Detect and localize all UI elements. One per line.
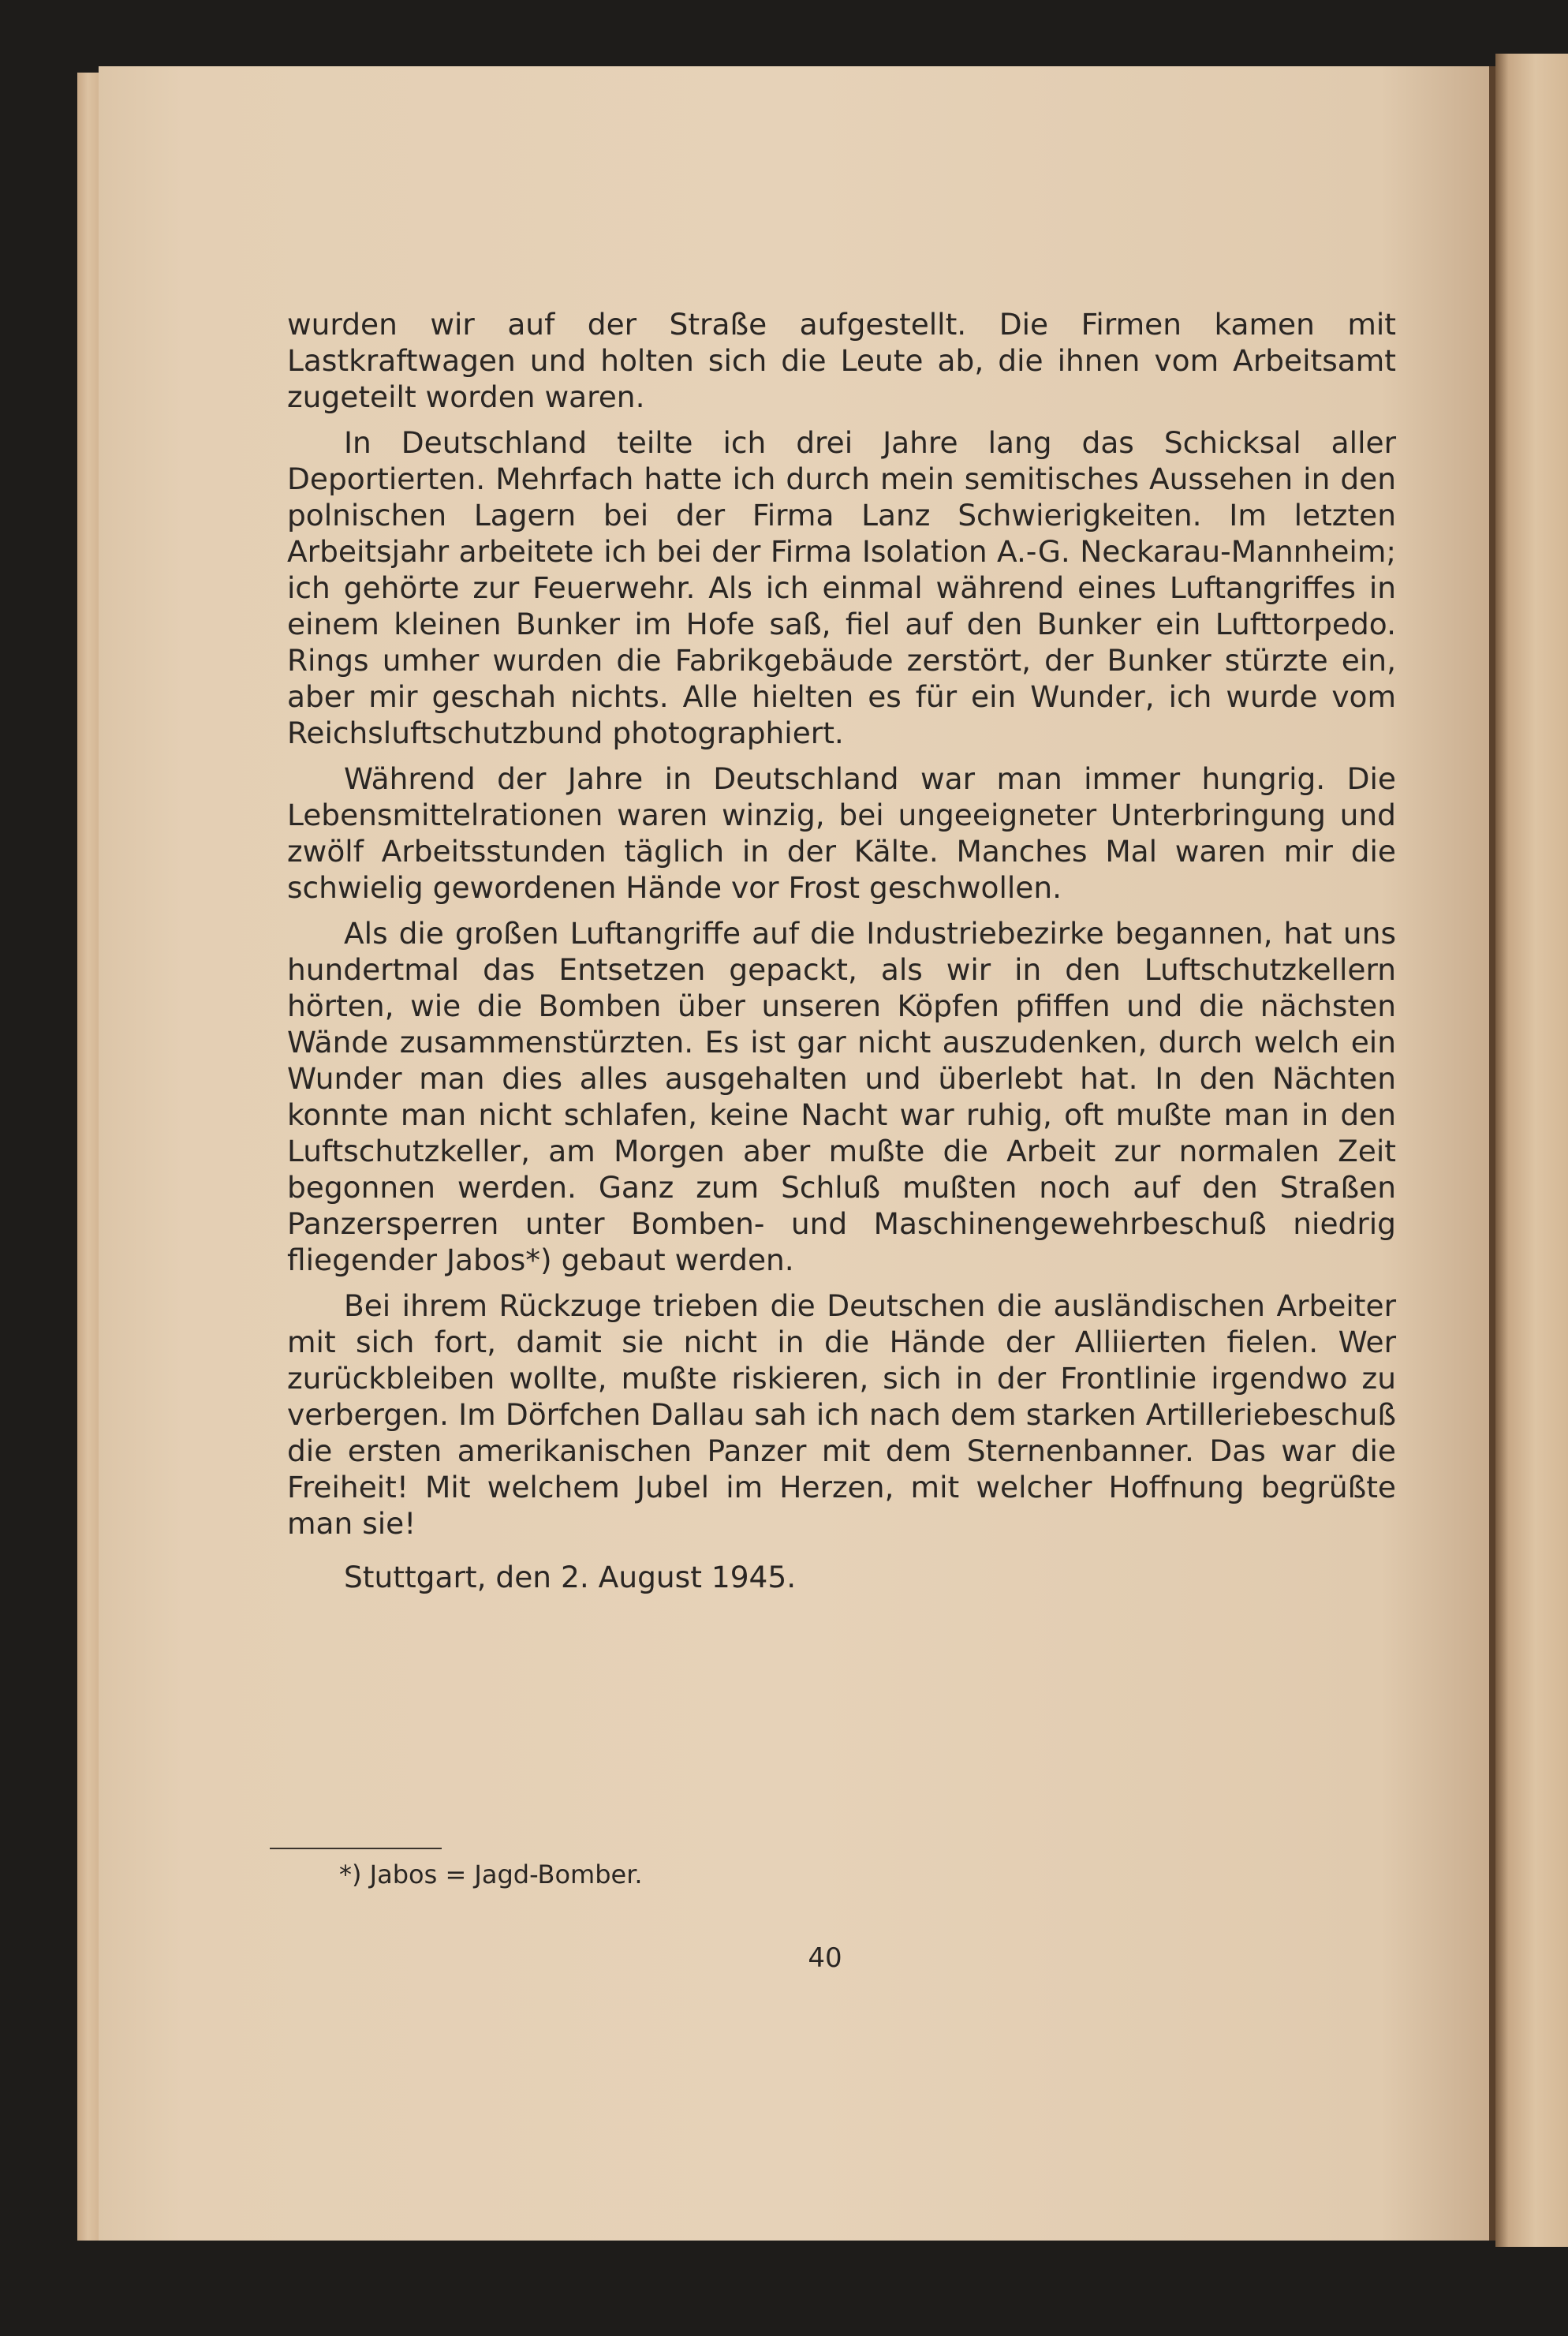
place-date-signoff: Stuttgart, den 2. August 1945.: [344, 1560, 797, 1594]
paragraph: Bei ihrem Rückzuge trieben die Deutschen die ausländischen Arbeiter mit sich fort, damit sie nicht in die Hände der Alliierten fielen. Wer zurückbleiben wollte, mußte riskieren, sich in der Frontlinie irgendwo zu verbergen. Im Dörfchen Dallau sah ich nach dem starken Artilleriebeschuß die ersten amerikanischen Panzer mit dem Sternenbanner. Das war die Freiheit! Mit welchem Jubel im Herzen, mit welcher Hoffnung begrüßte man sie!: [287, 1288, 1396, 1541]
body-text: [287, 306, 1396, 1595]
footnote-rule: [270, 1848, 442, 1849]
footnote: *) Jabos = Jagd-Bomber.: [339, 1859, 643, 1889]
page-number: 40: [808, 1942, 842, 1974]
paragraph: wurden wir auf der Straße aufgestellt. Die Firmen kamen mit Lastkraftwagen und holten sich die Leute ab, die ihnen vom Arbeitsamt zugeteilt worden waren.: [287, 307, 1396, 414]
paragraph: Während der Jahre in Deutschland war man immer hungrig. Die Lebensmittelrationen waren winzig, bei ungeeigneter Unterbringung und zwölf Arbeitsstunden täglich in der Kälte. Manches Mal waren mir die schwielig gewordenen Hände vor Frost geschwollen.: [287, 761, 1396, 905]
paragraph: In Deutschland teilte ich drei Jahre lang das Schicksal aller Deportierten. Mehrfach hatte ich durch mein semitisches Aussehen in den polnischen Lagern bei der Firma Lanz Schwierigkeiten. Im letzten Arbeitsjahr arbeitete ich bei der Firma Isolation A.-G. Neckarau-Mannheim; ich gehörte zur Feuerwehr. Als ich einmal während eines Luftangriffes in einem kleinen Bunker im Hofe saß, fiel auf den Bunker ein Lufttorpedo. Rings umher wurden die Fabrikgebäude zerstört, der Bunker stürzte ein, aber mir geschah nichts. Alle hielten es für ein Wunder, ich wurde vom Reichsluftschutzbund photographiert.: [287, 425, 1396, 750]
paragraph: Als die großen Luftangriffe auf die Industriebezirke begannen, hat uns hundertmal das Entsetzen gepackt, als wir in den Luftschutzkellern hörten, wie die Bomben über unseren Köpfen pfiffen und die nächsten Wände zusammenstürzten. Es ist gar nicht auszudenken, durch welch ein Wunder man dies alles ausgehalten und überlebt hat. In den Nächten konnte man nicht schlafen, keine Nacht war ruhig, oft mußte man in den Luftschutzkeller, am Morgen aber mußte die Arbeit zur normalen Zeit begonnen werden. Ganz zum Schluß mußten noch auf den Straßen Panzersperren unter Bomben- und Maschinengewehrbeschuß niedrig fliegender Jabos*) gebaut werden.: [287, 916, 1396, 1277]
facing-page-edge: [1495, 54, 1568, 2247]
